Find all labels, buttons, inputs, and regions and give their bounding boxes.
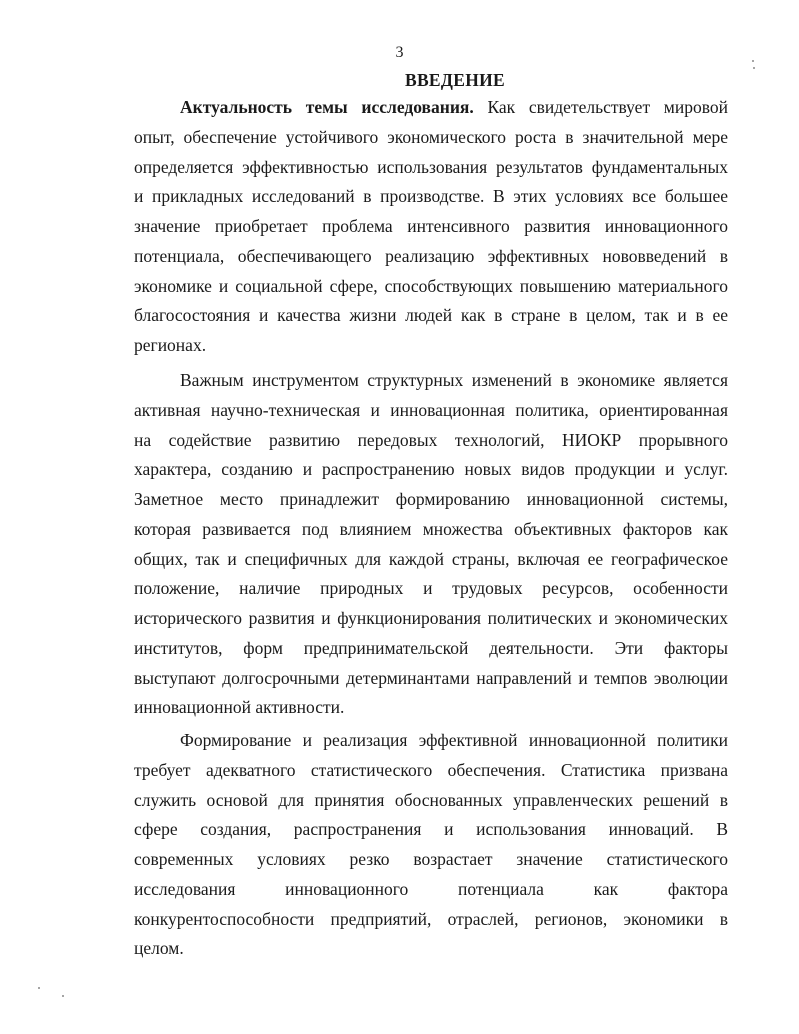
- text-line: выступают долгосрочными детерминантами направлений и темпов эволюции: [134, 667, 728, 688]
- text-line: исторического развития и функционирования политических и экономических: [134, 608, 728, 628]
- text-line: современных условиях резко возрастает значение статистического: [134, 849, 728, 869]
- text-line: определяется эффективностью использования результатов фундаментальных: [134, 156, 728, 177]
- text-line: характера, созданию и распространению новых видов продукции и услуг.: [134, 459, 728, 480]
- text-line: Заметное место принадлежит формированию инновационной системы,: [134, 489, 728, 509]
- text-line: опыт, обеспечение устойчивого экономического роста в значительной мере: [134, 126, 728, 147]
- text-line: положение, наличие природных и трудовых ресурсов, особенности: [134, 578, 728, 599]
- paragraph-policy: [134, 366, 728, 723]
- text-line: Формирование и реализация эффективной инновационной политики: [180, 730, 728, 750]
- text-line: и прикладных исследований в производстве. В этих условиях все большее: [134, 186, 728, 207]
- text-line: сфере создания, распространения и использования инноваций. В: [134, 819, 728, 840]
- text-line: инновационной активности.: [134, 697, 345, 718]
- scan-speck: [752, 60, 754, 62]
- text-line: регионах.: [134, 335, 207, 355]
- text-line: служить основой для принятия обоснованных управленческих решений в: [134, 789, 728, 810]
- text-line: целом.: [134, 938, 184, 959]
- text-line: исследования инновационного потенциала как фактора: [134, 878, 728, 899]
- text-line: требует адекватного статистического обеспечения. Статистика призвана: [134, 759, 728, 780]
- text-line: институтов, форм предпринимательской деятельности. Эти факторы: [134, 637, 728, 658]
- text-line: на содействие развитию передовых технологий, НИОКР прорывного: [134, 429, 728, 450]
- text-line: [134, 93, 728, 123]
- text-line: которая развивается под влиянием множества объективных факторов как: [134, 518, 728, 539]
- text-line: общих, так и специфичных для каждой страны, включая ее географическое: [134, 548, 728, 569]
- text-line: потенциала, обеспечивающего реализацию эффективных нововведений в: [134, 245, 728, 266]
- page-number: 3: [395, 44, 404, 61]
- text-line: благосостояния и качества жизни людей как в стране в целом, так и в ее: [134, 305, 728, 326]
- text-line: значение приобретает проблема интенсивного развития инновационного: [134, 216, 728, 236]
- scan-speck: [62, 995, 64, 997]
- paragraph-statistics: [134, 726, 728, 964]
- text-run: Как свидетельствует мировой: [473, 97, 728, 117]
- lead-phrase: Актуальность темы исследования.: [180, 97, 474, 117]
- text-line: активная научно-техническая и инновационная политика, ориентированная: [134, 399, 728, 420]
- paragraph-relevance: [134, 93, 728, 361]
- scan-speck: [38, 987, 40, 989]
- text-line: конкурентоспособности предприятий, отраслей, регионов, экономики в: [134, 908, 728, 929]
- text-line: экономике и социальной сфере, способствующих повышению материального: [134, 275, 728, 296]
- section-heading: ВВЕДЕНИЕ: [404, 70, 506, 90]
- scan-speck: [753, 67, 755, 69]
- text-line: Важным инструментом структурных изменений в экономике является: [180, 370, 728, 390]
